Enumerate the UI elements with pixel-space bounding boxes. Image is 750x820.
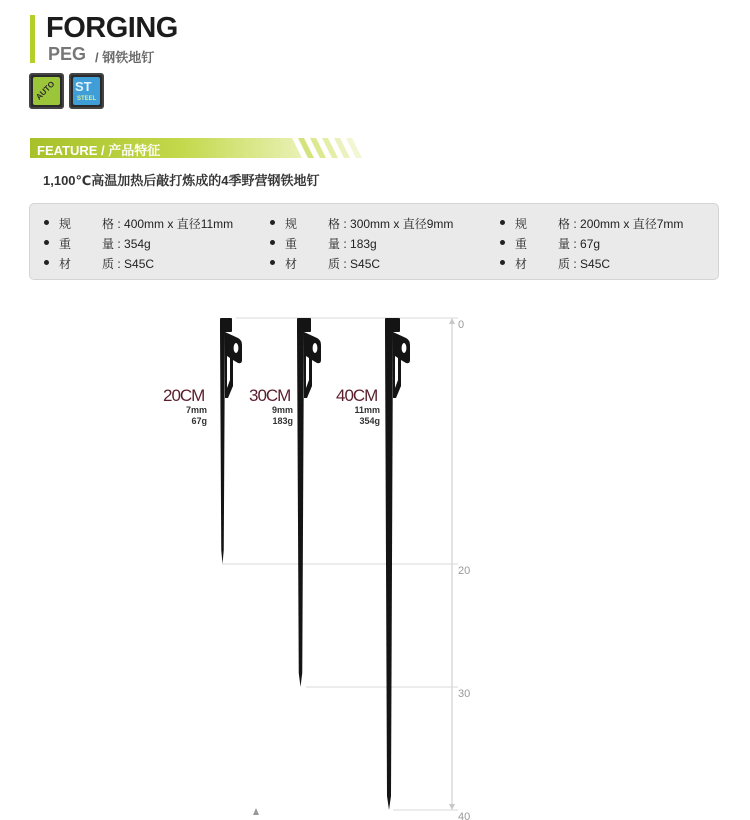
scale-arrow-top xyxy=(449,318,455,324)
spec-column xyxy=(44,214,233,274)
spec-size-row xyxy=(500,214,683,234)
page-subtitle: PEG xyxy=(48,44,87,64)
peg-shaft xyxy=(297,330,304,687)
spec-column xyxy=(270,214,453,274)
spec-key: 材 xyxy=(515,257,528,271)
feature-headline: 1,100℃高温加热后敲打炼成的4季野营钢铁地钉 xyxy=(43,173,320,188)
peg-weight-label: 183g xyxy=(272,416,293,426)
page-subtitle-cn: / 钢铁地钉 xyxy=(95,50,155,65)
peg-hook-hole xyxy=(402,343,407,353)
peg-diameter-label: 9mm xyxy=(271,405,293,415)
peg-hook-hole xyxy=(313,343,318,353)
bullet-icon xyxy=(44,220,49,225)
spec-value: 200mm x 直径7mm xyxy=(580,217,684,231)
bullet-icon xyxy=(500,220,505,225)
bullet-icon xyxy=(44,240,49,245)
auto-badge-icon xyxy=(29,73,64,109)
peg-illustration-svg xyxy=(0,300,750,820)
spec-key-2: 格 : xyxy=(102,217,121,231)
spec-weight-row xyxy=(44,234,233,254)
spec-column xyxy=(500,214,683,274)
peg-diameter-label: 7mm xyxy=(185,405,207,415)
auto-badge-text: AUTO xyxy=(34,79,57,102)
scale-tick-label: 30 xyxy=(458,688,471,700)
bullet-icon xyxy=(500,240,505,245)
bullet-icon xyxy=(270,220,275,225)
spec-key-2: 质 : xyxy=(102,257,121,271)
peg-shaft xyxy=(220,330,225,564)
spec-value: S45C xyxy=(350,257,381,271)
spec-value: S45C xyxy=(580,257,611,271)
peg-hook-hole xyxy=(234,343,239,353)
spec-weight-row xyxy=(500,234,683,254)
feature-label: FEATURE / 产品特征 xyxy=(37,143,161,158)
spec-key-2: 量 : xyxy=(102,237,121,251)
spec-material-row xyxy=(270,254,453,274)
spec-key: 重 xyxy=(285,237,298,251)
spec-value: 400mm x 直径11mm xyxy=(124,217,234,231)
scale-tick-label: 20 xyxy=(458,565,471,577)
peg-illustration xyxy=(0,300,750,820)
peg-diameter-label: 11mm xyxy=(354,405,380,415)
header-accent-bar xyxy=(30,15,35,63)
spec-key-2: 质 : xyxy=(558,257,577,271)
spec-key: 规 xyxy=(59,217,72,231)
spec-material-row xyxy=(500,254,683,274)
spec-key: 规 xyxy=(285,217,298,231)
spec-key: 规 xyxy=(515,217,528,231)
steel-badge-icon xyxy=(69,73,104,109)
bottom-marker-icon xyxy=(253,808,259,815)
peg-head xyxy=(297,318,311,332)
spec-value: 300mm x 直径9mm xyxy=(350,217,454,231)
spec-key-2: 质 : xyxy=(328,257,347,271)
spec-value: 354g xyxy=(124,237,151,251)
spec-key-2: 量 : xyxy=(328,237,347,251)
spec-material-row xyxy=(44,254,233,274)
spec-value: S45C xyxy=(124,257,155,271)
scale-tick-label: 40 xyxy=(458,811,471,820)
bullet-icon xyxy=(270,260,275,265)
peg-size-label: 30CM xyxy=(249,386,291,405)
spec-value: 67g xyxy=(580,237,601,251)
spec-key-2: 格 : xyxy=(328,217,347,231)
peg-shaft xyxy=(385,330,393,810)
steel-badge-text: ST xyxy=(75,79,92,94)
spec-key: 重 xyxy=(515,237,528,251)
peg-size-label: 20CM xyxy=(163,386,205,405)
scale-tick-label: 0 xyxy=(458,319,465,331)
feature-banner xyxy=(30,138,370,158)
spec-value: 183g xyxy=(350,237,377,251)
page-title: FORGING xyxy=(46,12,178,44)
scale-arrow-bottom xyxy=(449,804,455,810)
spec-weight-row xyxy=(270,234,453,254)
bullet-icon xyxy=(500,260,505,265)
bullet-icon xyxy=(270,240,275,245)
spec-size-row xyxy=(270,214,453,234)
peg-weight-label: 67g xyxy=(191,416,207,426)
steel-badge-subtext: STEEL xyxy=(77,96,97,102)
spec-box xyxy=(29,203,719,280)
spec-key: 材 xyxy=(285,257,298,271)
peg-head xyxy=(385,318,400,332)
spec-size-row xyxy=(44,214,233,234)
spec-key: 重 xyxy=(59,237,72,251)
spec-key: 材 xyxy=(59,257,72,271)
spec-key-2: 量 : xyxy=(558,237,577,251)
peg-head xyxy=(220,318,232,332)
bullet-icon xyxy=(44,260,49,265)
peg-weight-label: 354g xyxy=(359,416,380,426)
peg-size-label: 40CM xyxy=(336,386,378,405)
spec-key-2: 格 : xyxy=(558,217,577,231)
